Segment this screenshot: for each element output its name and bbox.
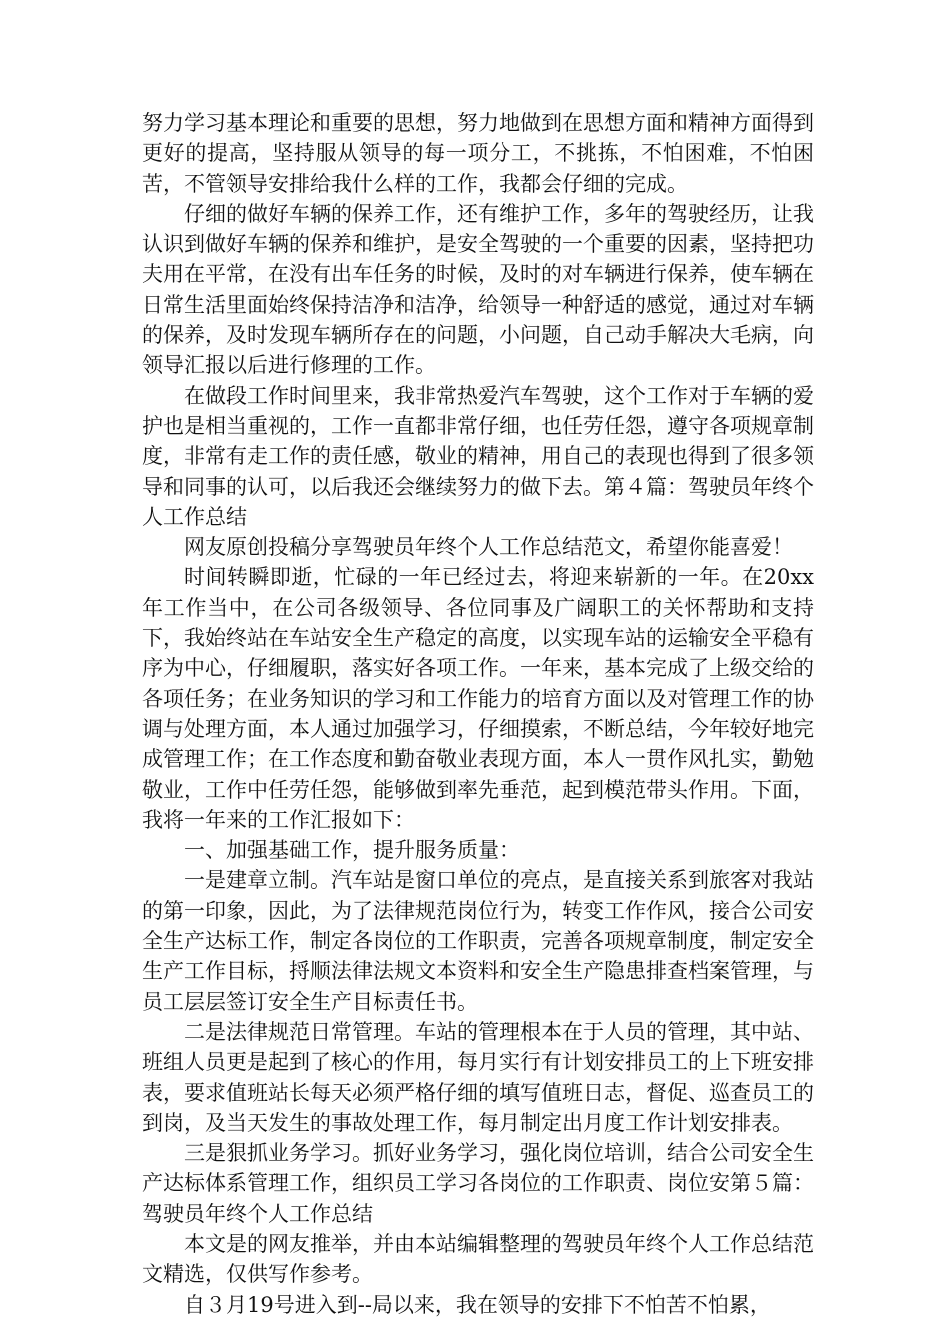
paragraph-2: 仔细的做好车辆的保养工作，还有维护工作，多年的驾驶经历，让我认识到做好车辆的保养和维护，是安全驾驶的一个重要的因素，坚持把功夫用在平常，在没有出车任务的时候，及时的对车辆进行保养，使车辆在日常生活里面始终保持洁净和洁净，给领导一种舒适的感觉，通过对车辆的保养，及时发现车辆所存在的问题，小问题，自己动手解决大毛病，向领导汇报以后进行修理的工作。 (142, 201, 814, 378)
paragraph-8: 二是法律规范日常管理。车站的管理根本在于人员的管理，其中站、班组人员更是起到了核心的作用，每月实行有计划安排员工的上下班安排表，要求值班站长每天必须严格仔细的填写值班日志，督促、巡查员工的到岗，及当天发生的事故处理工作，每月制定出月度工作计划安排表。 (142, 1019, 814, 1135)
paragraph-7: 一是建章立制。汽车站是窗口单位的亮点，是直接关系到旅客对我站的第一印象，因此，为了法律规范岗位行为，转变工作作风，接合公司安全生产达标工作，制定各岗位的工作职责，完善各项规章制度，制定安全生产工作目标，捋顺法律法规文本资料和安全生产隐患排查档案管理，与员工层层签订安全生产目标责任书。 (142, 868, 814, 1014)
paragraph-1: 努力学习基本理论和重要的思想，努力地做到在思想方面和精神方面得到更好的提高，坚持服从领导的每一项分工，不挑拣，不怕困难，不怕困苦，不管领导安排给我什么样的工作，我都会仔细的完成。 (142, 111, 814, 196)
paragraph-4: 网友原创投稿分享驾驶员年终个人工作总结范文，希望你能喜爱！ (184, 535, 793, 560)
paragraph-11: 自３月19号进入到--局以来，我在领导的安排下不怕苦不怕累， (184, 1292, 771, 1317)
paragraph-9: 三是狠抓业务学习。抓好业务学习，强化岗位培训，结合公司安全生产达标体系管理工作，组织员工学习各岗位的工作职责、岗位安第５篇：驾驶员年终个人工作总结 (142, 1141, 814, 1226)
paragraph-5: 时间转瞬即逝，忙碌的一年已经过去，将迎来崭新的一年。在20xx年工作当中，在公司各级领导、各位同事及广阔职工的关怀帮助和支持下，我始终站在车站安全生产稳定的高度，以实现车站的运输安全平稳有序为中心，仔细履职，落实好各项工作。一年来，基本完成了上级交给的各项任务；在业务知识的学习和工作能力的培育方面以及对管理工作的协调与处理方面，本人通过加强学习，仔细摸索，不断总结，今年较好地完成管理工作；在工作态度和勤奋敬业表现方面，本人一贯作风扎实，勤勉敬业，工作中任劳任怨，能够做到率先垂范，起到模范带头作用。下面，我将一年来的工作汇报如下： (142, 565, 814, 832)
paragraph-6: 一、加强基础工作，提升服务质量： (184, 838, 520, 863)
paragraph-3: 在做段工作时间里来，我非常热爱汽车驾驶，这个工作对于车辆的爱护也是相当重视的，工作一直都非常仔细，也任劳任怨，遵守各项规章制度，非常有走工作的责任感，敬业的精神，用自己的表现也得到了很多领导和同事的认可，以后我还会继续努力的做下去。第４篇：驾驶员年终个人工作总结 (142, 383, 814, 529)
document-body (142, 108, 814, 1320)
paragraph-10: 本文是的网友推举，并由本站编辑整理的驾驶员年终个人工作总结范文精选，仅供写作参考。 (142, 1231, 814, 1287)
